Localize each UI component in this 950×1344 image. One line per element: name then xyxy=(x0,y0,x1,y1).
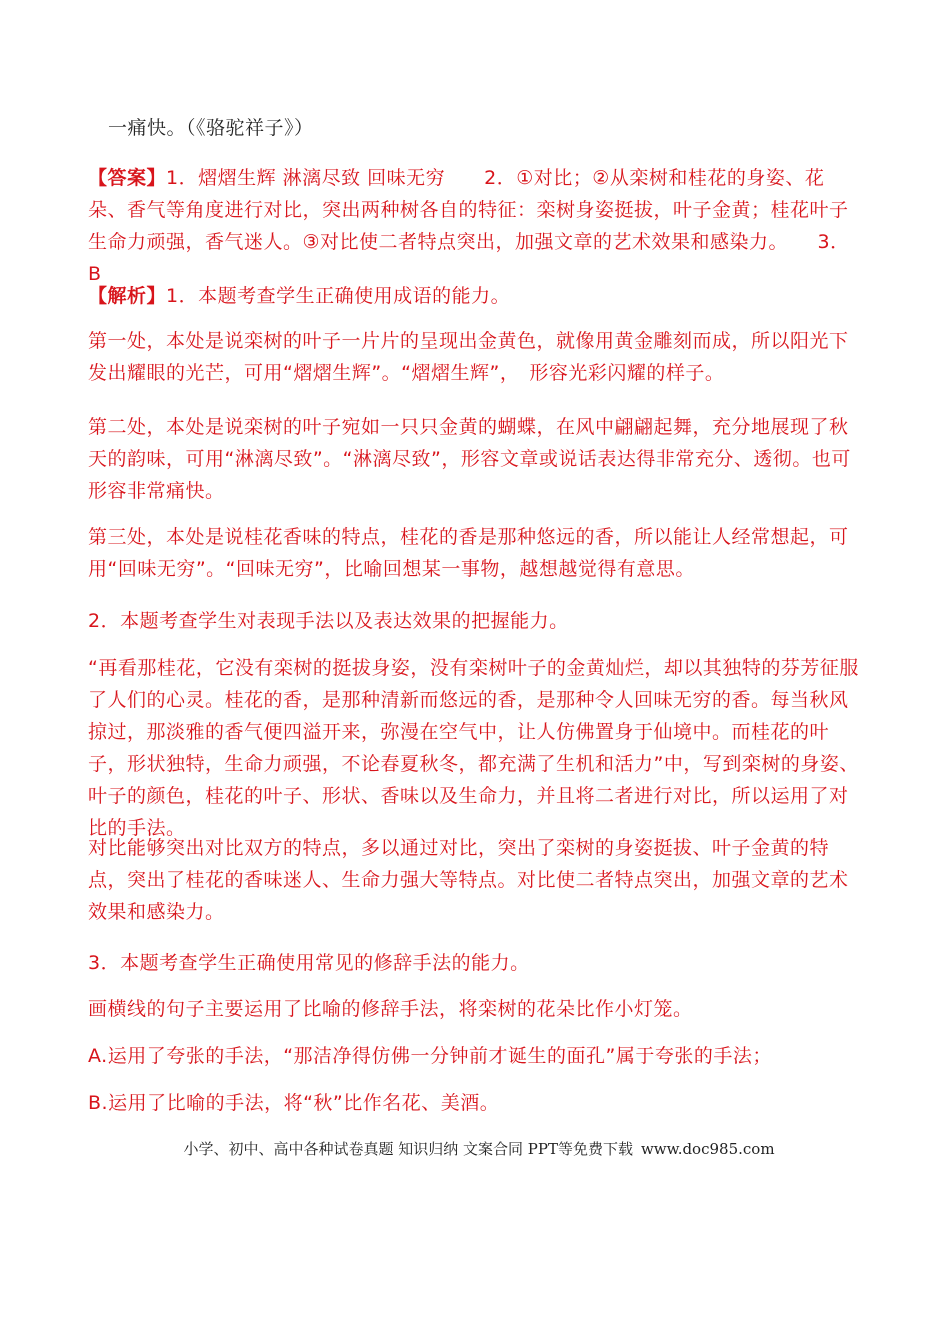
paragraph-question-2: 2．本题考查学生对表现手法以及表达效果的把握能力。 xyxy=(88,610,569,632)
paragraph-option-a: A.运用了夸张的手法，“那洁净得仿佛一分钟前才诞生的面孔”属于夸张的手法； xyxy=(88,1045,772,1067)
analysis-paragraph xyxy=(88,280,863,312)
paragraph-option-b: B.运用了比喻的手法，将“秋”比作名花、美酒。 xyxy=(88,1092,500,1114)
paragraph-third-blank: 第三处，本处是说桂花香味的特点，桂花的香是那种悠远的香，所以能让人经常想起，可用“回味无穷”。“回味无穷”，比喻回想某一事物，越想越觉得有意思。 xyxy=(88,526,849,580)
page-footer xyxy=(0,1138,950,1159)
answer-text: 1．熠熠生辉 淋漓尽致 回味无穷 2．①对比；②从栾树和桂花的身姿、花朵、香气等角度进行对比，突出两种树各自的特征：栾树身姿挺拔，叶子金黄；桂花叶子生命力顽强，香气迷人。③对比使二者特点突出，加强文章的艺术效果和感染力。 3．B xyxy=(88,167,850,285)
paragraph-contrast-effect: 对比能够突出对比双方的特点，多以通过对比，突出了栾树的身姿挺拔、叶子金黄的特点，突出了桂花的香味迷人、生命力强大等特点。对比使二者特点突出，加强文章的艺术效果和感染力。 xyxy=(88,837,849,923)
analysis-label: 【解析】 xyxy=(88,285,167,307)
answer-label: 【答案】 xyxy=(88,167,167,189)
footer-url[interactable]: www.doc985.com xyxy=(640,1140,775,1158)
paragraph-first-blank: 第一处，本处是说栾树的叶子一片片的呈现出金黄色，就像用黄金雕刻而成，所以阳光下发出耀眼的光芒，可用“熠熠生辉”。“熠熠生辉”， 形容光彩闪耀的样子。 xyxy=(88,330,849,384)
paragraph-metaphor: 画横线的句子主要运用了比喻的修辞手法，将栾树的花朵比作小灯笼。 xyxy=(88,998,693,1020)
intro-line: 一痛快。（《骆驼祥子》） xyxy=(108,117,314,139)
answer-paragraph xyxy=(88,162,863,290)
analysis-text: 1．本题考查学生正确使用成语的能力。 xyxy=(166,285,511,307)
footer-text: 小学、初中、高中各种试卷真题 知识归纳 文案合同 PPT等免费下载 xyxy=(183,1140,633,1158)
paragraph-question-3: 3．本题考查学生正确使用常见的修辞手法的能力。 xyxy=(88,952,530,974)
paragraph-quoted-passage: “再看那桂花，它没有栾树的挺拔身姿，没有栾树叶子的金黄灿烂，却以其独特的芬芳征服了人们的心灵。桂花的香，是那种清新而悠远的香，是那种令人回味无穷的香。每当秋风掠过，那淡雅的香气便四溢开来，弥漫在空气中，让人仿佛置身于仙境中。而桂花的叶子，形状独特，生命力顽强，不论春夏秋冬，都充满了生机和活力”中，写到栾树的身姿、叶子的颜色，桂花的叶子、形状、香味以及生命力，并且将二者进行对比，所以运用了对比的手法。 xyxy=(88,657,859,839)
paragraph-second-blank: 第二处，本处是说栾树的叶子宛如一只只金黄的蝴蝶，在风中翩翩起舞，充分地展现了秋天的韵味，可用“淋漓尽致”。“淋漓尽致”，形容文章或说话表达得非常充分、透彻。也可形容非常痛快。 xyxy=(88,416,851,502)
